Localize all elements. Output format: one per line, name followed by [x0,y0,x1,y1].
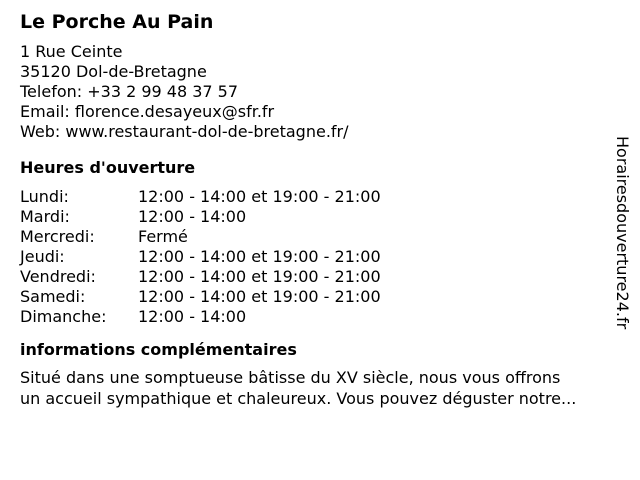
additional-info-text [20,367,610,409]
time-value: 12:00 - 14:00 et 19:00 - 21:00 [138,247,381,266]
time-value: Fermé [138,227,188,246]
day-label: Lundi: [20,187,69,206]
hours-row-lundi [20,187,610,207]
day-label: Samedi: [20,287,86,306]
hours-row-dimanche [20,307,610,327]
restaurant-card [20,10,610,409]
hours-row-jeudi [20,247,610,267]
phone-number: Telefon: +33 2 99 48 37 57 [20,82,239,101]
address-city: 35120 Dol-de-Bretagne [20,62,207,81]
restaurant-name: Le Porche Au Pain [20,11,214,33]
day-label: Mardi: [20,207,70,226]
day-label: Dimanche: [20,307,107,326]
opening-hours-heading: Heures d'ouverture [20,158,196,177]
contact-block [20,42,610,142]
description-line-2: un accueil sympathique et chaleureux. Vous pouvez déguster notre... [20,389,577,408]
website-url: Web: www.restaurant-dol-de-bretagne.fr/ [20,122,349,141]
time-value: 12:00 - 14:00 et 19:00 - 21:00 [138,267,381,286]
day-label: Jeudi: [20,247,65,266]
hours-row-samedi [20,287,610,307]
time-value: 12:00 - 14:00 et 19:00 - 21:00 [138,187,381,206]
hours-row-mercredi [20,227,610,247]
time-value: 12:00 - 14:00 et 19:00 - 21:00 [138,287,381,306]
day-label: Mercredi: [20,227,95,246]
time-value: 12:00 - 14:00 [138,307,247,326]
time-value: 12:00 - 14:00 [138,207,247,226]
opening-hours-table [20,187,610,327]
additional-info-heading: informations complémentaires [20,340,297,359]
day-label: Vendredi: [20,267,96,286]
email-address: Email: florence.desayeux@sfr.fr [20,102,275,121]
site-watermark: Horairesdouverture24.fr [613,136,632,330]
description-line-1: Situé dans une somptueuse bâtisse du XV siècle, nous vous offrons [20,368,561,387]
hours-row-mardi [20,207,610,227]
hours-row-vendredi [20,267,610,287]
address-street: 1 Rue Ceinte [20,42,123,61]
